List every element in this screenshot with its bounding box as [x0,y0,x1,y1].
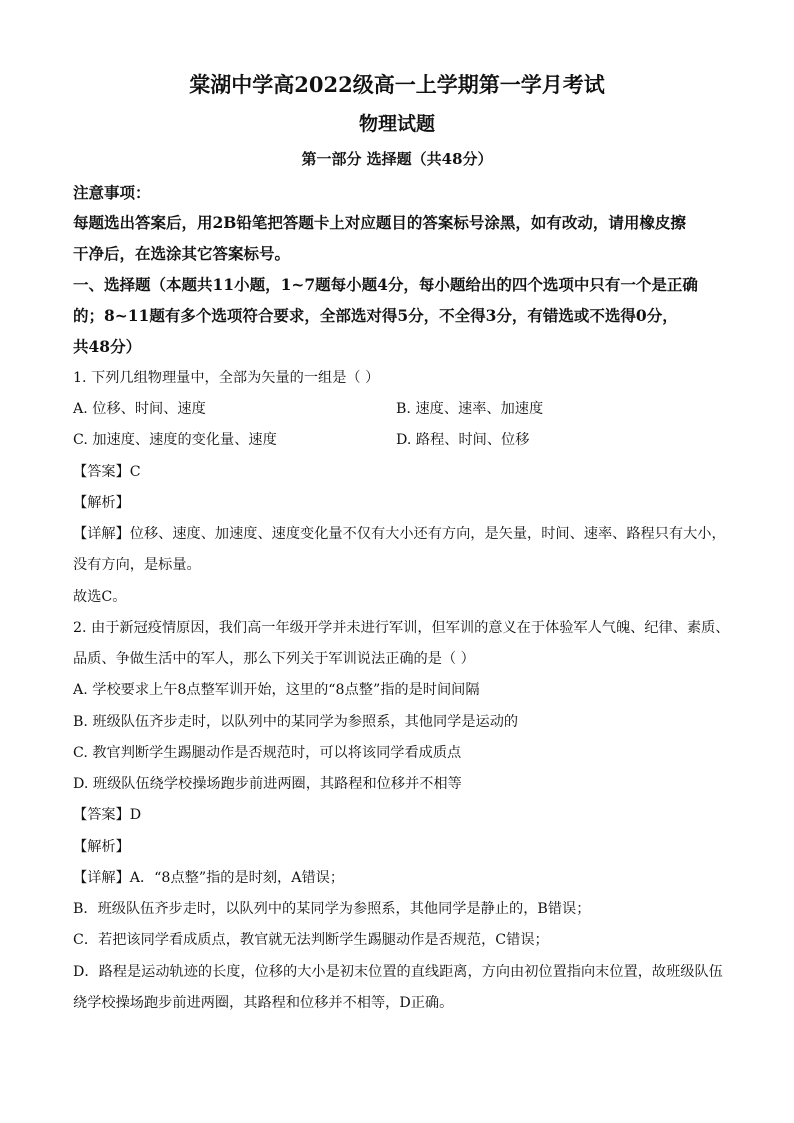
q2-analysis: 【解析】 [73,839,130,855]
q1-option-d: D. 路程、时间、位移 [396,432,530,448]
section1-line-2: 的；8~11题有多个选项符合要求，全部选对得5分，不全得3分，有错选或不选得0分， [73,306,678,325]
q2-stem-2: 品质、争做生活中的军人，那么下列关于军训说法正确的是（ ） [73,651,475,667]
q1-option-c: C. 加速度、速度的变化量、速度 [73,432,277,448]
section1-line-3: 共48分） [73,337,142,356]
q2-detail-3: C．若把该同学看成质点，教官就无法判断学生踢腿动作是否规范，C错误； [73,932,549,948]
subject-title: 物理试题 [358,113,435,135]
section1-line-1: 一、选择题（本题共11小题，1~7题每小题4分，每小题给出的四个选项中只有一个是正确 [73,275,698,294]
q2-option-b: B. 班级队伍齐步走时，以队列中的某同学为参照系，其他同学是运动的 [73,714,519,730]
q1-conclusion: 故选C。 [73,589,127,605]
q2-answer: 【答案】D [73,807,142,823]
q1-stem: 1. 下列几组物理量中，全部为矢量的一组是（ ） [73,370,380,386]
q1-option-b: B. 速度、速率、加速度 [396,401,544,417]
q2-detail-5: 绕学校操场跑步前进两圈，其路程和位移并不相等，D正确。 [73,995,454,1011]
q1-answer: 【答案】C [73,464,141,480]
exam-title: 棠湖中学高2022级高一上学期第一学月考试 [189,72,605,97]
q2-option-a: A. 学校要求上午8点整军训开始，这里的“8点整”指的是时间间隔 [73,682,480,698]
q1-option-a: A. 位移、时间、速度 [73,401,206,417]
q2-stem-1: 2. 由于新冠疫情原因，我们高一年级开学并未进行军训，但军训的意义在于体验军人气魄、纪律、素质、 [73,620,730,636]
notice-line-1: 每题选出答案后，用2B铅笔把答题卡上对应题目的答案标号涂黑，如有改动，请用橡皮擦 [73,213,686,232]
q2-detail-2: B．班级队伍齐步走时，以队列中的某同学为参照系，其他同学是静止的，B错误； [73,901,591,917]
q2-option-c: C. 教官判断学生踢腿动作是否规范时，可以将该同学看成质点 [73,745,462,761]
part-title: 第一部分 选择题（共48分） [301,150,493,168]
notice-heading: 注意事项： [73,183,151,202]
q1-analysis: 【解析】 [73,495,130,511]
q2-option-d: D. 班级队伍绕学校操场跑步前进两圈，其路程和位移并不相等 [73,776,462,792]
notice-line-2: 干净后，在选涂其它答案标号。 [73,244,291,263]
q2-detail-4: D．路程是运动轨迹的长度，位移的大小是初末位置的直线距离，方向由初位置指向末位置，故班级队伍 [73,964,723,980]
q2-detail-1: 【详解】A．“8点整”指的是时刻，A错误； [73,870,345,886]
q1-detail-2: 没有方向，是标量。 [73,557,201,573]
q1-detail-1: 【详解】位移、速度、加速度、速度变化量不仅有大小还有方向，是矢量，时间、速率、路程只有大小， [73,526,726,542]
